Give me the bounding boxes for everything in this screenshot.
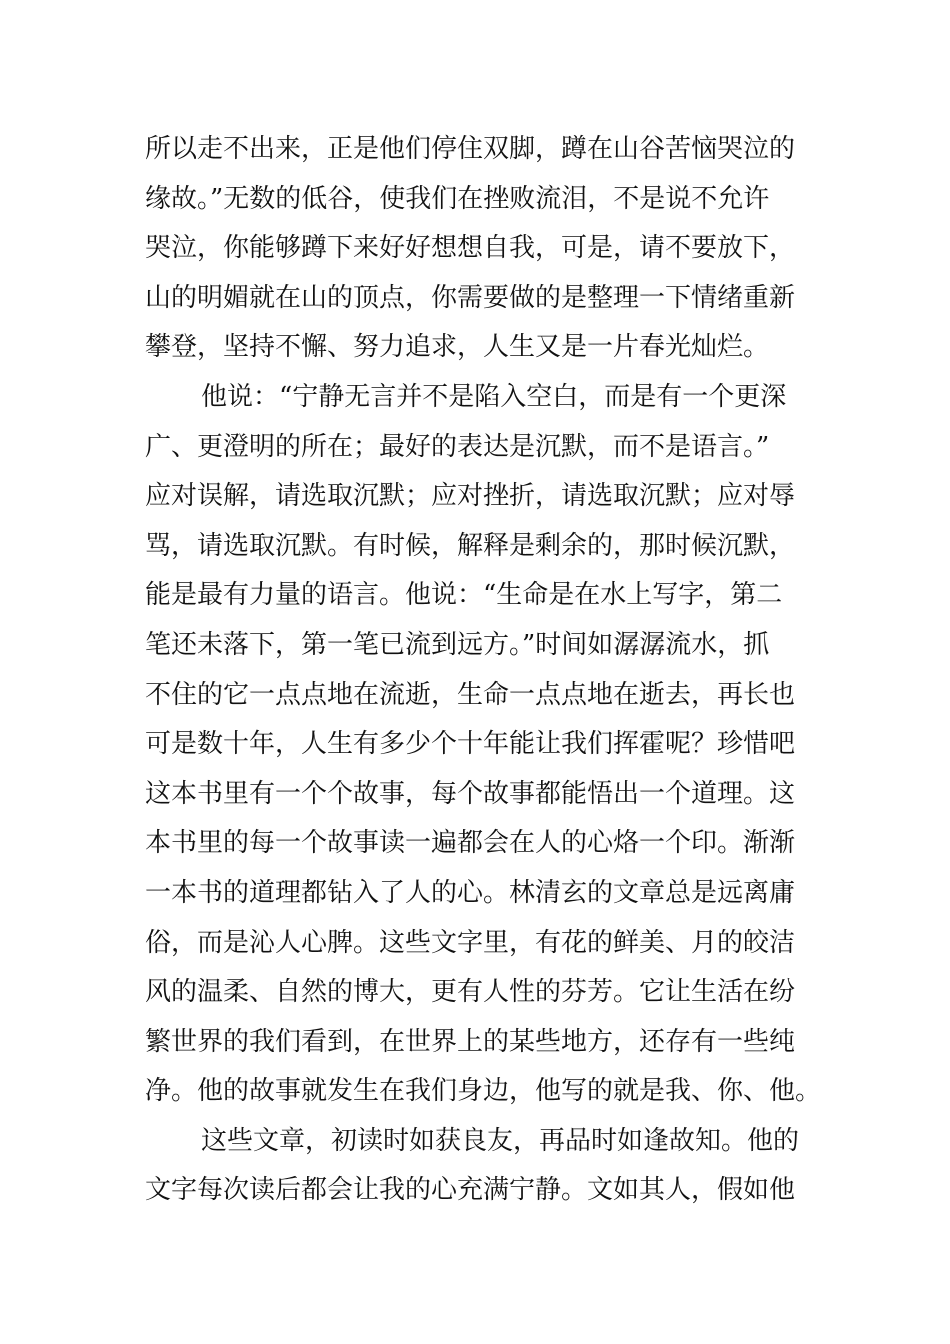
text-line-8: 应对误解，请选取沉默；应对挫折，请选取沉默；应对辱 [145,481,796,512]
text-line-19: 繁世界的我们看到，在世界上的某些地方，还存有一些纯 [145,1026,796,1057]
text-line-7: 广、更澄明的所在；最好的表达是沉默，而不是语言。” [145,431,770,462]
text-line-2: 缘故。”无数的低谷，使我们在挫败流泪，不是说不允许 [145,183,770,214]
text-line-15: 本书里的每一个故事读一遍都会在人的心烙一个印。渐渐 [145,828,796,859]
text-line-9: 骂，请选取沉默。有时候，解释是剩余的，那时候沉默， [145,530,796,561]
text-line-16: 一本书的道理都钻入了人的心。林清玄的文章总是远离庸 [145,877,796,908]
text-line-12: 不住的它一点点地在流逝，生命一点点地在逝去，再长也 [145,679,796,710]
text-line-20: 净。他的故事就发生在我们身边，他写的就是我、你、他。 [145,1076,822,1107]
text-line-18: 风的温柔、自然的博大，更有人性的芬芳。它让生活在纷 [145,977,796,1008]
text-line-1: 所以走不出来，正是他们停住双脚，蹲在山谷苦恼哭泣的 [145,134,796,164]
text-line-6: 他说：“宁静无言并不是陷入空白，而是有一个更深 [201,381,787,412]
text-line-10: 能是最有力量的语言。他说：“生命是在水上写字，第二 [145,580,783,611]
text-line-11: 笔还未落下，第一笔已流到远方。”时间如潺潺流水，抓 [145,629,770,660]
text-line-22: 文字每次读后都会让我的心充满宁静。文如其人，假如他 [145,1175,796,1206]
text-line-3: 哭泣，你能够蹲下来好好想想自我，可是，请不要放下， [145,233,796,264]
text-line-4: 山的明媚就在山的顶点，你需要做的是整理一下情绪重新 [145,282,796,313]
text-line-21: 这些文章，初读时如获良友，再品时如逢故知。他的 [201,1125,800,1156]
text-line-14: 这本书里有一个个故事，每个故事都能悟出一个道理。这 [145,778,796,809]
text-line-13: 可是数十年，人生有多少个十年能让我们挥霍呢？珍惜吧 [145,729,796,760]
text-line-17: 俗，而是沁人心脾。这些文字里，有花的鲜美、月的皎洁 [145,927,796,958]
document-body [145,125,822,1216]
text-line-5: 攀登，坚持不懈、努力追求，人生又是一片春光灿烂。 [145,332,770,363]
